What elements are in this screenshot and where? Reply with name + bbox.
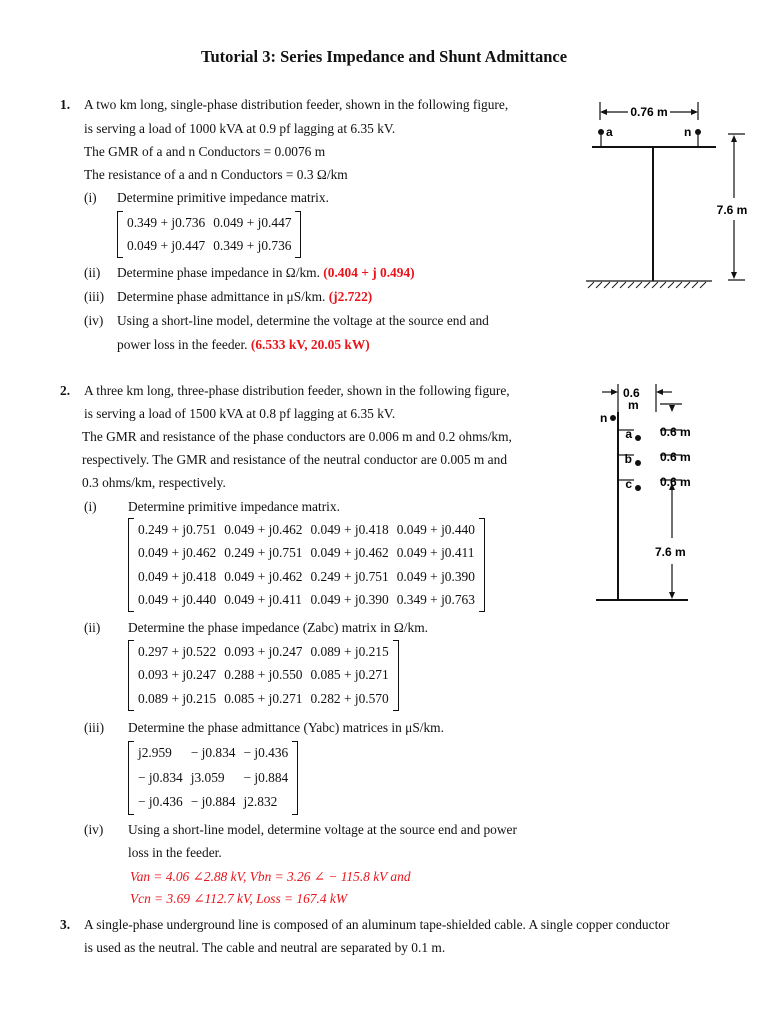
- q2-part-iii-label: (iii): [84, 720, 105, 735]
- matrix-cell: 0.093 + j0.247: [224, 643, 303, 659]
- q1-line-2: is serving a load of 1000 kVA at 0.9 pf lagging at 6.35 kV.: [84, 121, 396, 136]
- matrix-cell: − j0.834: [190, 745, 236, 761]
- q2-part-ii-label: (ii): [84, 620, 101, 635]
- q2-primitive-matrix: [128, 518, 485, 612]
- q1-line-3: The GMR of a and n Conductors = 0.0076 m: [84, 144, 326, 159]
- matrix-cell: 0.049 + j0.390: [310, 592, 389, 608]
- matrix-cell: 0.049 + j0.462: [310, 545, 389, 561]
- q2-fig-b-label: b: [624, 452, 632, 466]
- q2-part-i-label: (i): [84, 499, 97, 514]
- matrix-cell: 0.085 + j0.271: [224, 690, 303, 706]
- q1-part-ii-label: (ii): [84, 265, 101, 280]
- q2-fig-n-label: n: [600, 411, 608, 425]
- q1-number: 1.: [60, 97, 71, 112]
- q1-line-1: A two km long, single-phase distribution feeder, shown in the following figure,: [84, 97, 509, 112]
- q2-answer-line-1: Van = 4.06 ∠2.88 kV, Vbn = 3.26 ∠ − 115.8 kV and: [130, 869, 411, 884]
- matrix-cell: 0.089 + j0.215: [138, 690, 217, 706]
- matrix-cell: 0.049 + j0.462: [224, 568, 303, 584]
- q1-part-ii: [117, 265, 415, 281]
- q2-line-4: respectively. The GMR and resistance of the neutral conductor are 0.005 m and: [82, 452, 508, 467]
- q2-line-1: A three km long, three-phase distribution feeder, shown in the following figure,: [84, 383, 510, 398]
- q1-part-iii-answer: (j2.722): [328, 289, 373, 304]
- q1-pole-figure: [580, 98, 750, 298]
- page-title: Tutorial 3: Series Impedance and Shunt Admittance: [200, 47, 568, 66]
- q1-line-4: The resistance of a and n Conductors = 0.3 Ω/km: [84, 167, 348, 182]
- q1-fig-height-label: 7.6 m: [716, 203, 748, 217]
- q2-fig-c-label: c: [625, 477, 632, 491]
- q2-fig-top-spacing: 0.6: [623, 386, 640, 400]
- q3-number: 3.: [60, 917, 71, 932]
- q2-part-ii-text: Determine the phase impedance (Zabc) matrix in Ω/km.: [128, 620, 428, 635]
- q2-number: 2.: [60, 383, 71, 398]
- matrix-cell: − j0.436: [138, 794, 183, 810]
- q1-part-ii-answer: (0.404 + j 0.494): [323, 265, 415, 280]
- q2-fig-a-label: a: [625, 427, 632, 441]
- matrix-cell: 0.297 + j0.522: [138, 643, 217, 659]
- q3-line-2: is used as the neutral. The cable and neutral are separated by 0.1 m.: [84, 940, 446, 955]
- q1-part-iii-text: Determine phase admittance in μS/km.: [117, 289, 326, 304]
- q1-part-iv-label: (iv): [84, 313, 104, 328]
- matrix-cell: 0.049 + j0.411: [224, 592, 302, 608]
- q2-y-matrix: [128, 741, 298, 815]
- matrix-cell: 0.049 + j0.418: [138, 568, 217, 584]
- q2-fig-spacing-3: 0.6 m: [660, 475, 691, 489]
- q2-answer-line-2: Vcn = 3.69 ∠112.7 kV, Loss = 167.4 kW: [130, 891, 347, 906]
- matrix-cell: 0.049 + j0.440: [396, 521, 475, 537]
- matrix-cell: 0.049 + j0.462: [138, 545, 217, 561]
- q1-part-iv-answer: (6.533 kV, 20.05 kW): [250, 337, 370, 352]
- matrix-cell: 0.089 + j0.215: [310, 643, 389, 659]
- q2-part-iv-text: Using a short-line model, determine voltage at the source end and power: [128, 822, 517, 837]
- q1-part-iv-text: Using a short-line model, determine the voltage at the source end and: [117, 313, 489, 328]
- q2-line-3: The GMR and resistance of the phase conductors are 0.006 m and 0.2 ohms/km,: [82, 429, 512, 444]
- q2-pole-figure: [580, 378, 740, 608]
- q2-part-i-text: Determine primitive impedance matrix.: [128, 499, 340, 514]
- matrix-cell: j2.959: [138, 745, 172, 761]
- matrix-cell: 0.349 + j0.763: [396, 592, 475, 608]
- q2-fig-top-spacing-unit: m: [628, 398, 639, 412]
- matrix-cell: 0.049 + j0.418: [310, 521, 389, 537]
- matrix-cell: 0.049 + j0.411: [396, 545, 475, 561]
- matrix-cell: 0.249 + j0.751: [310, 568, 389, 584]
- matrix-cell: 0.282 + j0.570: [310, 690, 389, 706]
- q2-part-iv-text2: loss in the feeder.: [128, 845, 222, 860]
- matrix-cell: − j0.834: [138, 769, 183, 785]
- q3-line-1: A single-phase underground line is composed of an aluminum tape-shielded cable. A single copper conductor: [84, 917, 670, 932]
- matrix-cell: − j0.884: [243, 769, 289, 785]
- q1-part-i-text: Determine primitive impedance matrix.: [117, 190, 329, 205]
- matrix-cell: 0.085 + j0.271: [310, 667, 389, 683]
- q2-part-iii-text: Determine the phase admittance (Yabc) matrices in μS/km.: [128, 720, 444, 735]
- q1-part-iv-cont: [117, 337, 370, 353]
- matrix-cell: 0.249 + j0.751: [224, 545, 303, 561]
- q1-part-iv-text2: power loss in the feeder.: [117, 337, 248, 352]
- q2-line-5: 0.3 ohms/km, respectively.: [82, 475, 226, 490]
- matrix-cell: 0.049 + j0.390: [396, 568, 475, 584]
- q1-fig-n-label: n: [684, 125, 692, 139]
- q1-fig-spacing-label: 0.76 m: [630, 105, 668, 119]
- q2-part-iv-label: (iv): [84, 822, 104, 837]
- matrix-cell: 0.049 + j0.462: [224, 521, 303, 537]
- q1-part-iii-label: (iii): [84, 289, 105, 304]
- matrix-cell: 0.249 + j0.751: [138, 521, 217, 537]
- matrix-cell: 0.049 + j0.440: [138, 592, 217, 608]
- q1-part-i-label: (i): [84, 190, 97, 205]
- q2-z-matrix: [128, 640, 399, 711]
- matrix-cell: j3.059: [190, 769, 225, 785]
- q2-fig-spacing-1: 0.6 m: [660, 425, 691, 439]
- matrix-cell: 0.288 + j0.550: [224, 667, 303, 683]
- matrix-cell: 0.093 + j0.247: [138, 667, 217, 683]
- q1-primitive-matrix: [117, 211, 301, 258]
- matrix-cell: 0.049 + j0.447: [127, 238, 206, 254]
- matrix-cell: 0.349 + j0.736: [213, 238, 292, 254]
- matrix-cell: 0.049 + j0.447: [213, 214, 292, 230]
- q2-fig-height-label: 7.6 m: [655, 545, 686, 559]
- matrix-cell: j2.832: [243, 794, 278, 810]
- q2-line-2: is serving a load of 1500 kVA at 0.8 pf lagging at 6.35 kV.: [84, 406, 396, 421]
- q1-part-iii: [117, 289, 372, 305]
- matrix-cell: − j0.436: [243, 745, 289, 761]
- q1-fig-a-label: a: [606, 125, 613, 139]
- q1-part-ii-text: Determine phase impedance in Ω/km.: [117, 265, 320, 280]
- q2-fig-spacing-2: 0.6 m: [660, 450, 691, 464]
- matrix-cell: 0.349 + j0.736: [127, 214, 206, 230]
- matrix-cell: − j0.884: [190, 794, 236, 810]
